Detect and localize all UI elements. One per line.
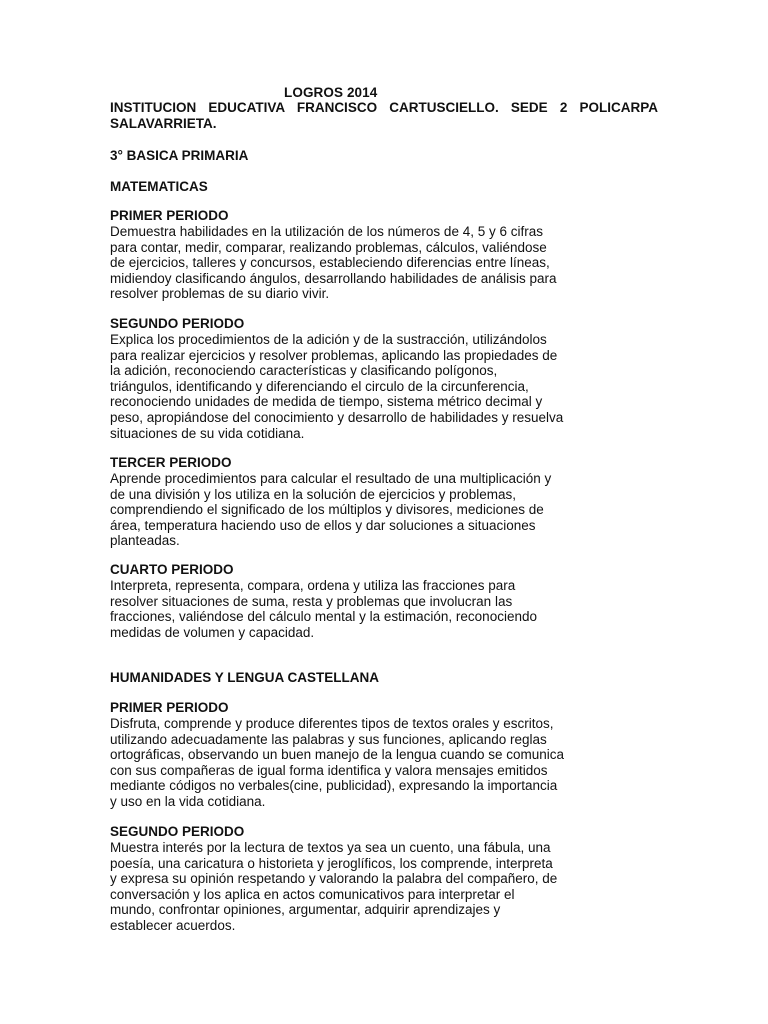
text-line: fracciones, valiéndose del cálculo mental y la estimación, reconociendo — [110, 609, 537, 625]
text-line: con sus compañeras de igual forma identifica y valora mensajes emitidos — [110, 762, 548, 778]
text-line: mediante códigos no verbales(cine, publicidad), expresando la importancia — [110, 778, 558, 794]
text-line: Interpreta, representa, compara, ordena y utiliza las fracciones para — [110, 578, 516, 593]
text-line: medidas de volumen y capacidad. — [110, 624, 315, 640]
text-line: y expresa su opinión respetando y valorando la palabra del compañero, de — [110, 871, 558, 887]
text-line: establecer acuerdos. — [110, 917, 236, 933]
language-period-1 — [110, 700, 586, 810]
text-line: Demuestra habilidades en la utilización de los números de 4, 5 y 6 cifras — [110, 224, 543, 239]
period-text — [110, 471, 586, 549]
text-line: Disfruta, comprende y produce diferentes tipos de textos orales y escritos, — [110, 716, 554, 731]
subject-heading-math: MATEMATICAS — [110, 179, 208, 194]
math-period-3 — [110, 455, 586, 549]
institution-name: INSTITUCION EDUCATIVA FRANCISCO CARTUSCIELLO. SEDE 2 POLICARPA SALAVARRIETA. — [110, 100, 658, 131]
text-line: resolver problemas de su diario vivir. — [110, 286, 330, 302]
text-line: conversación y los aplica en actos comunicativos para interpretar el — [110, 886, 515, 902]
period-heading: SEGUNDO PERIODO — [110, 824, 245, 839]
document-title: LOGROS 2014 — [284, 85, 378, 100]
period-text — [110, 840, 586, 934]
text-line: resolver situaciones de suma, resta y problemas que involucran las — [110, 593, 513, 609]
text-line: de una división y los utiliza en la solución de ejercicios y problemas, — [110, 486, 516, 502]
text-line: para contar, medir, comparar, realizando problemas, cálculos, valiéndose — [110, 239, 547, 255]
period-text — [110, 224, 586, 302]
text-line: triángulos, identificando y diferenciando el circulo de la circunferencia, — [110, 378, 529, 394]
language-period-2 — [110, 824, 586, 934]
text-line: reconociendo unidades de medida de tiempo, sistema métrico decimal y — [110, 394, 543, 410]
text-line: midiendoy clasificando ángulos, desarrollando habilidades de análisis para — [110, 270, 557, 286]
text-line: mundo, confrontar opiniones, argumentar, adquirir aprendizajes y — [110, 902, 501, 918]
grade-level: 3° BASICA PRIMARIA — [110, 148, 249, 163]
period-heading: SEGUNDO PERIODO — [110, 316, 245, 331]
text-line: Muestra interés por la lectura de textos ya sea un cuento, una fábula, una — [110, 840, 551, 855]
text-line: peso, apropiándose del conocimiento y desarrollo de habilidades y resuelva — [110, 409, 564, 425]
text-line: ortográficas, observando un buen manejo de la lengua cuando se comunica — [110, 747, 565, 763]
text-line: situaciones de su vida cotidiana. — [110, 425, 305, 441]
text-line: Explica los procedimientos de la adición y de la sustracción, utilizándolos — [110, 332, 547, 347]
period-heading: PRIMER PERIODO — [110, 208, 229, 223]
text-line: de ejercicios, talleres y concursos, estableciendo diferencias entre líneas, — [110, 255, 550, 271]
text-line: comprendiendo el significado de los múltiplos y divisores, mediciones de — [110, 502, 544, 518]
subject-heading-language: HUMANIDADES Y LENGUA CASTELLANA — [110, 670, 380, 685]
math-period-2 — [110, 316, 586, 441]
period-text — [110, 716, 586, 810]
math-period-4 — [110, 562, 586, 640]
text-line: la adición, reconociendo características y clasificando polígonos, — [110, 363, 498, 379]
text-line: para realizar ejercicios y resolver problemas, aplicando las propiedades de — [110, 347, 558, 363]
math-period-1 — [110, 208, 586, 302]
text-line: Aprende procedimientos para calcular el resultado de una multiplicación y — [110, 471, 552, 486]
text-line: planteadas. — [110, 533, 180, 549]
text-line: poesía, una caricatura o historieta y jeroglíficos, los comprende, interpreta — [110, 855, 553, 871]
period-heading: TERCER PERIODO — [110, 455, 232, 470]
period-heading: CUARTO PERIODO — [110, 562, 234, 577]
period-text — [110, 578, 586, 640]
text-line: y uso en la vida cotidiana. — [110, 793, 266, 809]
text-line: área, temperatura haciendo uso de ellos y dar soluciones a situaciones — [110, 517, 536, 533]
text-line: utilizando adecuadamente las palabras y sus funciones, aplicando reglas — [110, 731, 547, 747]
period-text — [110, 332, 586, 441]
period-heading: PRIMER PERIODO — [110, 700, 229, 715]
